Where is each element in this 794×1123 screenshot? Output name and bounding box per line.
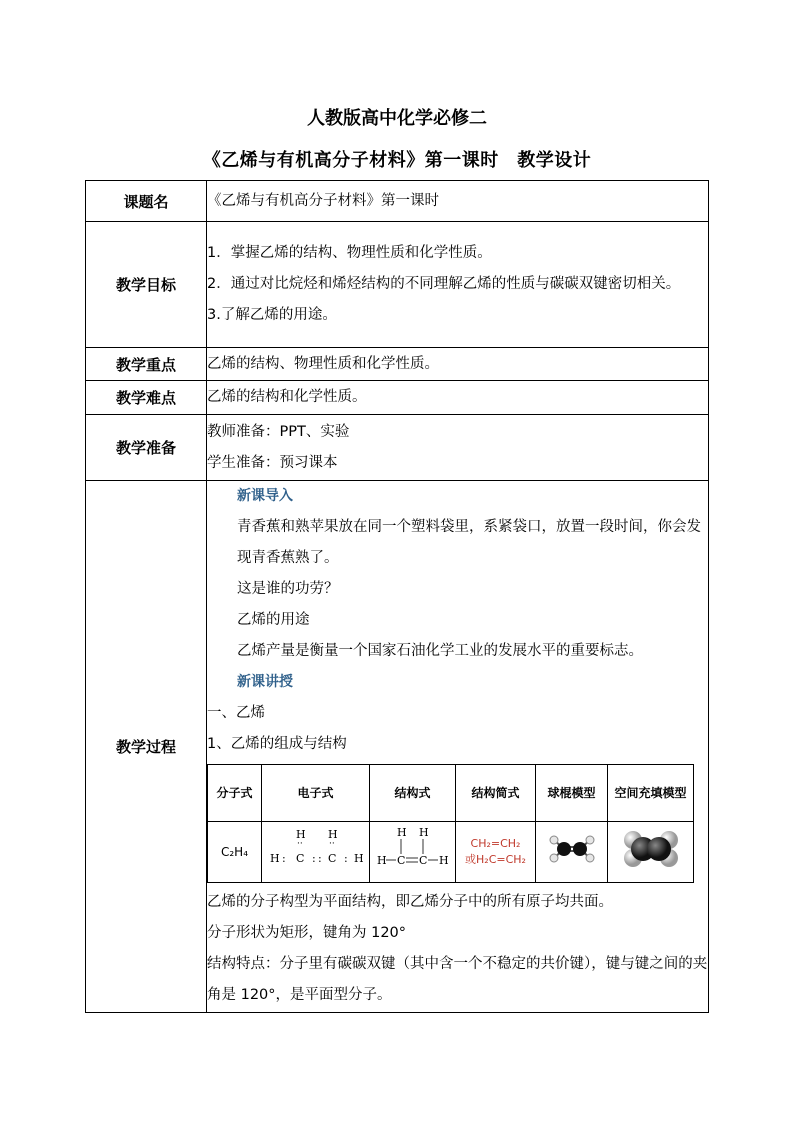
- prep-item: 教师准备：PPT、实验: [207, 423, 350, 440]
- goal-item: 2．通过对比烷烃和烯烃结构的不同理解乙烯的性质与碳碳双键密切相关。: [207, 276, 681, 292]
- header-cell: 结构简式: [456, 765, 536, 822]
- key-text: 乙烯的结构、物理性质和化学性质。: [207, 348, 709, 381]
- goals-list: [207, 222, 709, 348]
- svg-text:H: H: [438, 854, 449, 867]
- label-topic: 课题名: [86, 181, 207, 222]
- label-process: 教学过程: [86, 481, 207, 1013]
- structure-note: 乙烯的分子构型为平面结构，即乙烯分子中的所有原子均共面。: [207, 894, 613, 910]
- svg-text:C: C: [327, 852, 336, 865]
- structural-formula-diagram: [375, 824, 451, 874]
- topic-text: 《乙烯与有机高分子材料》第一课时: [207, 181, 709, 222]
- header-cell: 结构式: [370, 765, 456, 822]
- structure-table: [207, 764, 694, 883]
- row-prep: [86, 415, 709, 481]
- goal-item: 1．掌握乙烯的结构、物理性质和化学性质。: [207, 245, 492, 261]
- intro-question: 这是谁的功劳？: [237, 581, 339, 597]
- svg-text:C: C: [295, 852, 304, 865]
- intro-usage: 乙烯的用途: [237, 612, 310, 628]
- svg-text:H: H: [396, 826, 407, 839]
- svg-text:··: ··: [328, 839, 335, 849]
- prep-item: 学生准备：预习课本: [207, 454, 338, 471]
- svg-text::: :: [281, 852, 286, 865]
- row-goals: [86, 222, 709, 348]
- structure-data-row: [208, 822, 694, 883]
- simple-formula-alt: 或H₂C=CH₂: [465, 853, 526, 866]
- svg-text:H: H: [418, 826, 429, 839]
- process-content: [207, 481, 709, 1013]
- simple-formula-cell: [456, 822, 536, 883]
- lecture-heading: 新课讲授: [237, 674, 293, 690]
- difficulty-text: 乙烯的结构和化学性质。: [207, 381, 709, 415]
- structure-header-row: [208, 765, 694, 822]
- label-prep: 教学准备: [86, 415, 207, 481]
- svg-text:H: H: [353, 852, 364, 865]
- svg-text:H: H: [269, 852, 280, 865]
- svg-text::: :: [311, 852, 316, 865]
- intro-heading: 新课导入: [237, 488, 293, 504]
- doc-subtitle: 《乙烯与有机高分子材料》第一课时 教学设计: [202, 150, 592, 171]
- svg-text:C: C: [396, 854, 405, 867]
- lesson-plan-table: [85, 180, 709, 1013]
- ball-stick-cell: [536, 822, 608, 883]
- intro-paragraph: 青香蕉和熟苹果放在同一个塑料袋里，系紧袋口，放置一段时间，你会发现青香蕉熟了。: [237, 519, 701, 566]
- space-filling-cell: [608, 822, 694, 883]
- row-difficulty: [86, 381, 709, 415]
- electron-formula-cell: [262, 822, 370, 883]
- svg-text:C: C: [418, 854, 427, 867]
- label-difficulty: 教学难点: [86, 381, 207, 415]
- feature-note: 结构特点：分子里有碳碳双键（其中含一个不稳定的共价键），键与键之间的夹角是 120°，是平面型分子。: [207, 956, 708, 1003]
- molecular-formula: C₂H₄: [208, 822, 262, 883]
- header-cell: 球棍模型: [536, 765, 608, 822]
- shape-note: 分子形状为矩形，键角为 120°: [207, 925, 407, 941]
- label-goals: 教学目标: [86, 222, 207, 348]
- goal-item: 3.了解乙烯的用途。: [207, 307, 337, 323]
- ball-stick-model-image: [546, 834, 598, 864]
- svg-text::: :: [317, 852, 322, 865]
- svg-text:H: H: [327, 828, 338, 841]
- svg-text:H: H: [295, 828, 306, 841]
- header-cell: 空间充填模型: [608, 765, 694, 822]
- row-process: [86, 481, 709, 1013]
- section-heading: 一、乙烯: [207, 705, 265, 721]
- structural-formula-cell: [370, 822, 456, 883]
- intro-significance: 乙烯产量是衡量一个国家石油化学工业的发展水平的重要标志。: [237, 643, 643, 659]
- svg-text::: :: [343, 852, 348, 865]
- prep-list: [207, 415, 709, 481]
- subsection-heading: 1、乙烯的组成与结构: [207, 736, 347, 752]
- simple-formula: CH₂=CH₂: [470, 837, 521, 850]
- svg-text:H: H: [376, 854, 387, 867]
- row-key: [86, 348, 709, 381]
- header-cell: 分子式: [208, 765, 262, 822]
- electron-formula-diagram: [266, 824, 366, 874]
- header-cell: 电子式: [262, 765, 370, 822]
- space-filling-model-image: [621, 829, 681, 869]
- row-topic: [86, 181, 709, 222]
- label-key: 教学重点: [86, 348, 207, 381]
- doc-title: 人教版高中化学必修二: [307, 108, 487, 129]
- svg-text:··: ··: [296, 839, 303, 849]
